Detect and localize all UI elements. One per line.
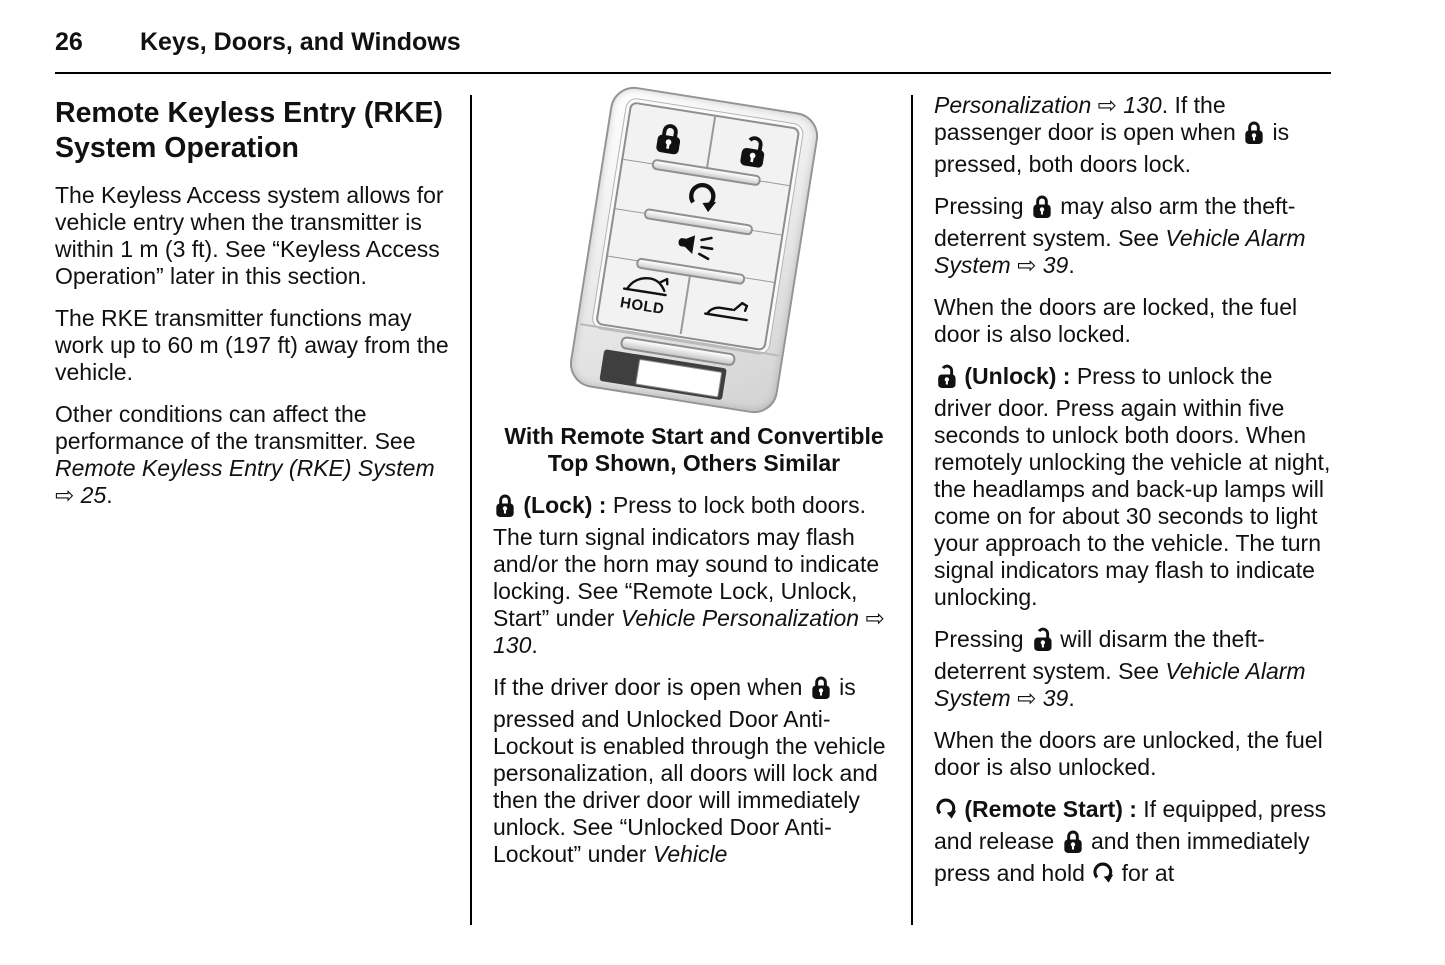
paragraph: [934, 626, 1336, 712]
lock-icon: [1061, 828, 1085, 860]
text-segment: .: [531, 632, 538, 658]
paragraph: [934, 796, 1336, 892]
text-segment: Vehicle Personalization: [620, 605, 860, 631]
figure-caption: With Remote Start and Convertible Top Shown, Others Similar: [504, 423, 884, 476]
text-segment: ⇨: [1010, 252, 1043, 278]
lock-icon: [493, 492, 517, 524]
text-segment: Press to lock both doors. The turn signal indicators may flash and/or the horn may sound to indicate locking. See “Remote Lock, Unlock, Start” under: [493, 492, 880, 631]
header-rule: [55, 72, 1331, 74]
lock-icon: [809, 674, 833, 706]
key-fob-figure: [493, 92, 895, 423]
page-number: 26: [55, 28, 83, 56]
text-segment: The Keyless Access system allows for vehicle entry when the transmitter is within 1 m (3 ft). See “Keyless Access Operation” later in this section.: [55, 182, 444, 289]
paragraph: [493, 492, 895, 659]
text-segment: ⇨: [1010, 685, 1043, 711]
text-segment: Other conditions can affect the performance of the transmitter. See: [55, 401, 416, 454]
text-segment: ⇨: [859, 605, 885, 631]
text-segment: 130: [493, 632, 532, 658]
text-segment: Pressing: [934, 626, 1030, 652]
text-segment: When the doors are locked, the fuel door is also locked.: [934, 294, 1298, 347]
text-segment: 39: [1042, 252, 1069, 278]
remote-start-icon: [683, 177, 722, 218]
paragraph: [934, 727, 1336, 781]
paragraph: [934, 92, 1336, 178]
unlock-icon: [934, 363, 958, 395]
text-segment: Vehicle Alarm System: [934, 658, 1306, 711]
text-segment: ⇨: [1091, 92, 1124, 118]
column-left: [55, 92, 457, 524]
text-segment: 39: [1042, 685, 1069, 711]
text-segment: will disarm the theft-deterrent system. See: [934, 626, 1265, 684]
paragraph: [934, 363, 1336, 611]
text-segment: If the driver door is open when: [493, 674, 809, 700]
paragraph: [934, 193, 1336, 279]
text-segment: Vehicle: [652, 841, 728, 867]
column-right: [934, 92, 1336, 907]
text-segment: ⇨: [55, 482, 81, 508]
remote-start-icon: [1091, 860, 1115, 892]
text-segment: Remote Keyless Entry (RKE) System: [55, 455, 435, 481]
paragraph: [493, 674, 895, 868]
column-middle: [493, 92, 895, 883]
horn-icon: [673, 230, 717, 262]
text-segment: The RKE transmitter functions may work up to 60 m (197 ft) away from the vehicle.: [55, 305, 449, 385]
paragraph: [55, 305, 457, 386]
text-segment: for at: [1115, 860, 1175, 886]
column-divider: [470, 95, 472, 925]
text-segment: Pressing: [934, 193, 1030, 219]
text-segment: When the doors are unlocked, the fuel door is also unlocked.: [934, 727, 1323, 780]
text-segment: Press to unlock the driver door. Press again within five seconds to unlock both doors. When remotely unlocking the vehicle at night, the headlamps and back-up lamps will come on for about 30 seconds to light your approach to the vehicle. The turn signal indicators may flash to indicate unlocking.: [934, 363, 1331, 610]
lock-icon: [651, 119, 686, 157]
text-segment: is pressed, both doors lock.: [934, 119, 1290, 177]
unlock-icon: [1030, 626, 1054, 658]
text-segment: (Remote Start) :: [964, 796, 1137, 822]
text-segment: Personalization: [934, 92, 1092, 118]
text-segment: Vehicle Alarm System: [934, 225, 1306, 278]
convertible-top-open-icon: [703, 294, 752, 325]
column-divider: [911, 95, 913, 925]
paragraph: [934, 294, 1336, 348]
unlock-icon: [735, 132, 770, 170]
paragraph: [55, 182, 457, 290]
hold-label: HOLD: [618, 294, 666, 318]
remote-start-icon: [934, 796, 958, 828]
text-segment: (Lock) :: [523, 492, 607, 518]
text-segment: .: [1068, 685, 1075, 711]
page-header: [55, 28, 461, 57]
content-columns: [55, 92, 1391, 932]
lock-icon: [1242, 119, 1266, 151]
fob-key-release-inner: [635, 359, 722, 398]
section-heading: Remote Keyless Entry (RKE) System Operation: [55, 97, 444, 164]
text-segment: (Unlock) :: [964, 363, 1071, 389]
text-segment: and then immediately press and hold: [934, 828, 1310, 886]
text-segment: 130: [1123, 92, 1162, 118]
text-segment: .: [106, 482, 113, 508]
paragraph: [55, 401, 457, 509]
lock-icon: [1030, 193, 1054, 225]
text-segment: may also arm the theft-deterrent system. See: [934, 193, 1296, 251]
text-segment: . If the passenger door is open when: [934, 92, 1243, 145]
key-fob: [567, 83, 822, 416]
chapter-title: Keys, Doors, and Windows: [140, 28, 461, 56]
text-segment: If equipped, press and release: [934, 796, 1327, 854]
fob-button-panel: [595, 101, 800, 351]
text-segment: is pressed and Unlocked Door Anti-Lockout is enabled through the vehicle personalization, all doors will lock and then the driver door will immediately unlock. See “Unlocked Door Anti-Lockout” under: [493, 674, 886, 867]
text-segment: 25: [80, 482, 107, 508]
text-segment: .: [1068, 252, 1075, 278]
